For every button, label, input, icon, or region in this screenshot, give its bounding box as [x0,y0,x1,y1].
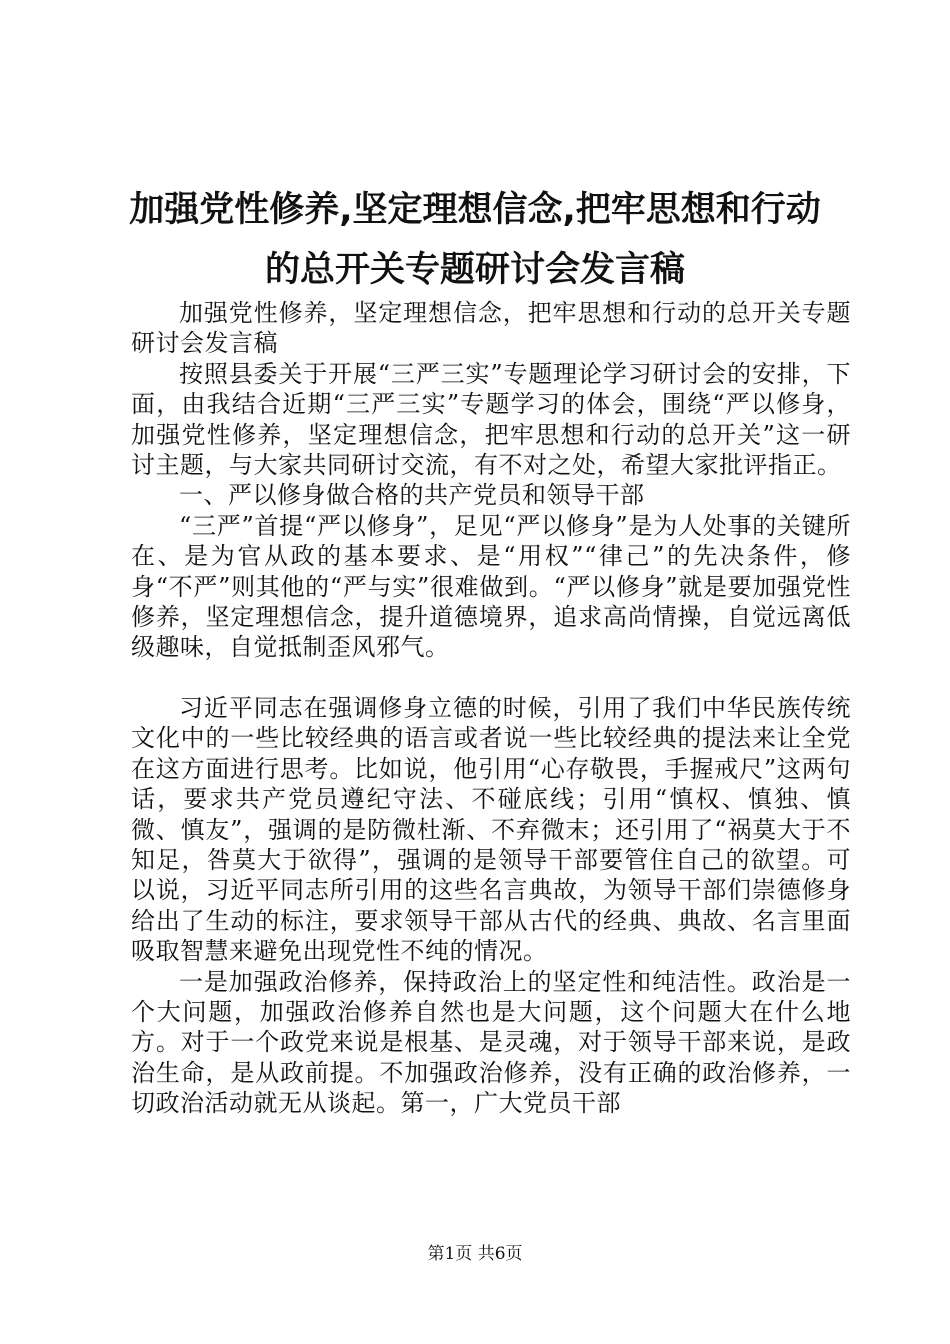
paragraph: 习近平同志在强调修身立德的时候，引用了我们中华民族传统文化中的一些比较经典的语言或者说一些比较经典的提法来让全党在这方面进行思考。比如说，他引用“心存敬畏，手握戒尺”这两句话，要求共产党员遵纪守法、不碰底线；引用“慎权、慎独、慎微、慎友”，强调的是防微杜渐、不弃微末；还引用了“祸莫大于不知足，咎莫大于欲得”，强调的是领导干部要管住自己的欲望。可以说，习近平同志所引用的这些名言典故，为领导干部们崇德修身给出了生动的标注，要求领导干部从古代的经典、典故、名言里面吸取智慧来避免出现党性不纯的情况。 [131,693,851,966]
document-title-line-2: 的总开关专题研讨会发言稿 [264,250,685,290]
paragraph-subtitle: 加强党性修养，坚定理想信念，把牢思想和行动的总开关专题研讨会发言稿 [131,299,851,358]
document-body [131,298,851,1119]
paragraph: “三严”首提“严以修身”，足见“严以修身”是为人处事的关键所在、是为官从政的基本要求、是“用权”“律己”的先决条件，修身“不严”则其他的“严与实”很难做到。“严以修身”就是要加强党性修养，坚定理想信念，提升道德境界，追求高尚情操，自觉远离低级趣味，自觉抵制歪风邪气。 [131,511,851,662]
paragraph-intro: 按照县委关于开展“三严三实”专题理论学习研讨会的安排，下面，由我结合近期“三严三实”专题学习的体会，围绕“严以修身，加强党性修养，坚定理想信念，把牢思想和行动的总开关”这一研讨主题，与大家共同研讨交流，有不对之处，希望大家批评指正。 [131,359,851,480]
paragraph: 一是加强政治修养，保持政治上的坚定性和纯洁性。政治是一个大问题，加强政治修养自然也是大问题，这个问题大在什么地方。对于一个政党来说是根基、是灵魂，对于领导干部来说，是政治生命，是从政前提。不加强政治修养，没有正确的政治修养，一切政治活动就无从谈起。第一，广大党员干部 [131,967,851,1118]
section-heading: 一、严以修身做合格的共产党员和领导干部 [179,481,645,510]
page-number-footer: 第1页 共6页 [427,1244,523,1264]
document-title-line-1: 加强党性修养,坚定理想信念,把牢思想和行动 [129,190,821,230]
